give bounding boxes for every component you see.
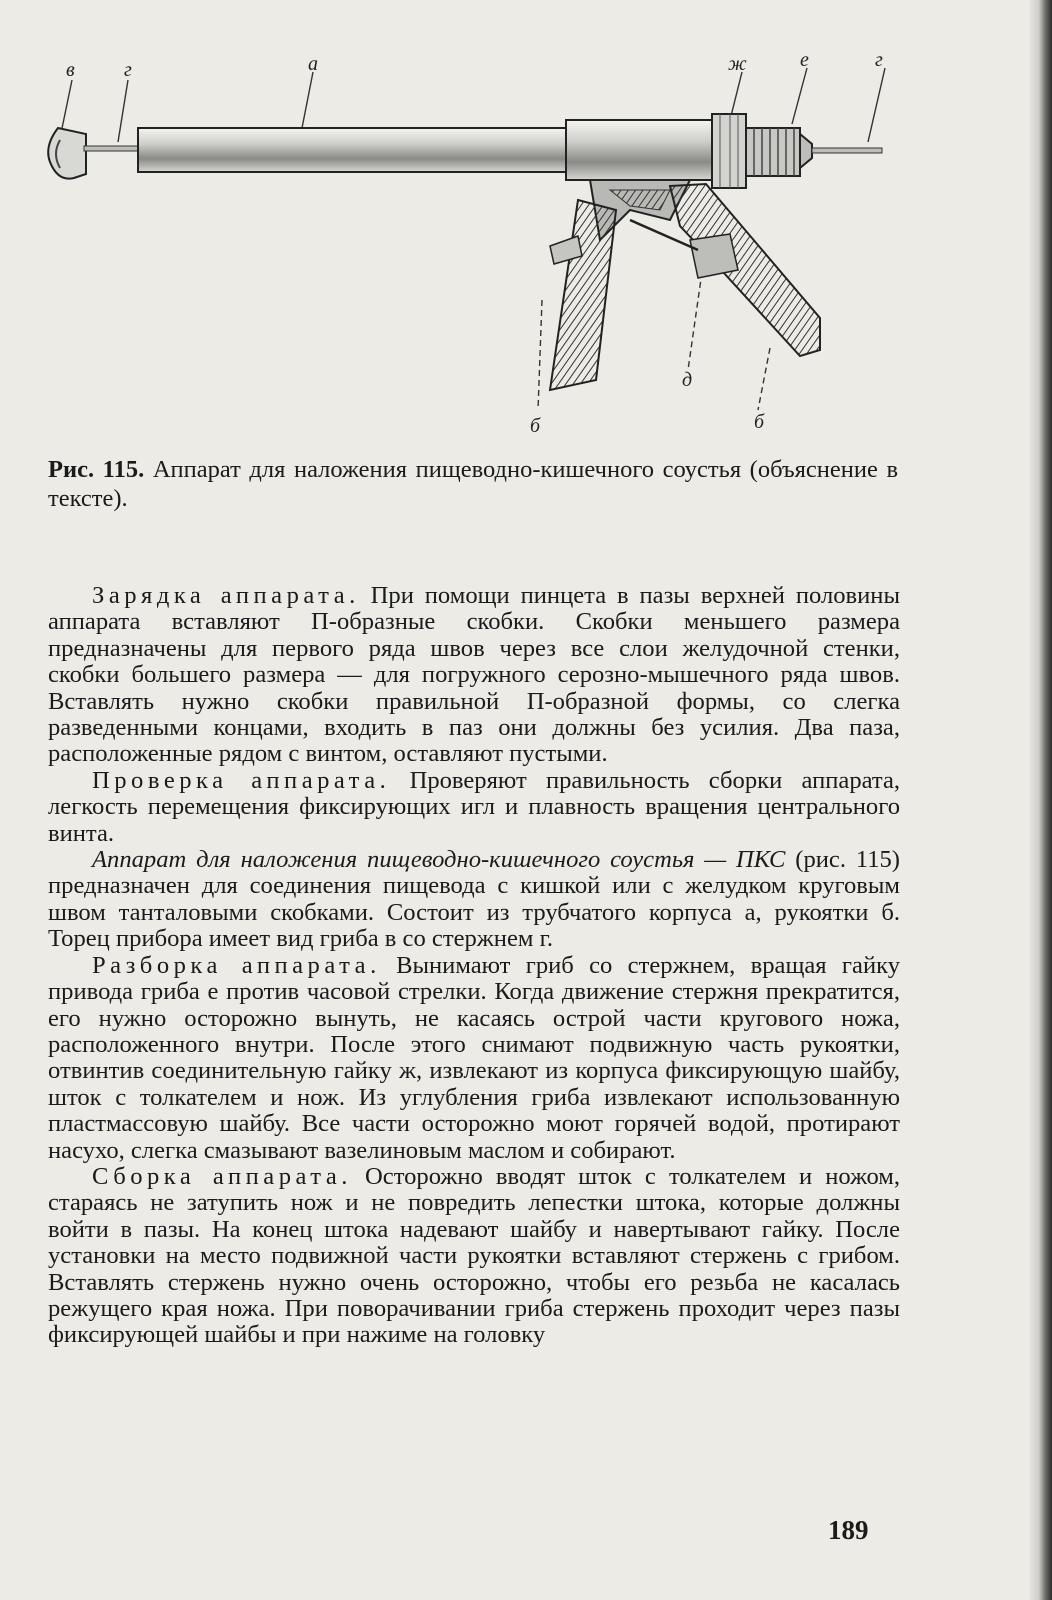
label-g-right: г	[875, 50, 883, 71]
label-a: а	[308, 53, 318, 75]
stapler-illustration	[30, 50, 910, 450]
paragraph-body: Проверяют правильность сборки аппарата, легкость перемещения фиксирующих игл и плавность вращения центрального винта.	[48, 766, 901, 847]
caption-text: Аппарат для наложения пищеводно-кишечного соустья (объяснение в тексте).	[48, 456, 899, 512]
paragraph-body: Вынимают гриб со стержнем, вращая гайку привода гриба е против часовой стрелки. Когда движение стержня прекратится, его нужно осторожно вынуть, не касаясь острой части кругового ножа, расположенного внутри. После этого снимают подвижную часть рукоятки, отвинтив соединительную гайку ж, извлекают из корпуса фиксирующую шайбу, шток с толкателем и нож. Из углубления гриба извлекают использованную пластмассовую шайбу. Все части осторожно моют горячей водой, протирают насухо, слегка смазывают вазелиновым маслом и собирают.	[48, 951, 900, 1164]
label-b: б	[530, 415, 541, 437]
paragraph-disassembly	[48, 953, 900, 1164]
paragraph-check	[48, 768, 900, 847]
label-e: е	[800, 50, 809, 71]
paragraph-body: Осторожно вводят шток с толкателем и ножом, стараясь не затупить нож и не повредить лепестки штока, которые должны войти в пазы. На конец штока надевают шайбу и навертывают гайку. После установки на место подвижной части рукоятки вставляют стержень с грибом. Вставлять стержень нужно очень осторожно, чтобы его резьба не касалась режущего края ножа. При поворачивании гриба стержень проходит через пазы фиксирующей шайбы и при нажиме на головку	[48, 1162, 900, 1349]
paragraph-lead: Аппарат для наложения пищеводно-кишечного соустья — ПКС	[92, 846, 786, 874]
figure-caption	[48, 455, 898, 513]
page-number: 189	[828, 1515, 869, 1545]
paragraph-lead: Зарядка аппарата.	[92, 582, 360, 609]
paragraph-lead: Сборка аппарата.	[92, 1162, 352, 1190]
figure-115	[30, 50, 910, 450]
paragraph-pks	[48, 847, 900, 953]
label-v: в	[66, 59, 75, 81]
caption-number: Рис. 115.	[48, 456, 145, 483]
label-b-right: б	[754, 411, 765, 433]
label-zh: ж	[728, 53, 747, 75]
paragraph-assembly	[48, 1164, 900, 1349]
paragraph-body: (рис. 115) предназначен для соединения пищевода с кишкой или с желудком круговым швом танталовыми скобками. Состоит из трубчатого корпуса а, рукоятки б. Торец прибора имеет вид гриба в со стержнем г.	[48, 846, 900, 953]
label-g-left: г	[124, 59, 132, 81]
paragraph-charging	[48, 583, 900, 768]
page-edge	[1030, 0, 1052, 1600]
paragraph-lead: Разборка аппарата.	[92, 951, 381, 979]
body-text	[48, 583, 900, 1349]
paragraph-body: При помощи пинцета в пазы верхней половины аппарата вставляют П-образные скобки. Скобки меньшего размера предназначены для первого ряда швов через все слои желудочной стенки, скобки большего размера — для погружного серозно-мышечного ряда швов. Вставлять нужно скобки правильной П-образной формы, со слегка разведенными концами, входить в паз они должны без усилия. Два паза, расположенные рядом с винтом, оставляют пустыми.	[48, 582, 900, 768]
paragraph-lead: Проверка аппарата.	[92, 766, 391, 794]
label-d: д	[682, 369, 693, 391]
